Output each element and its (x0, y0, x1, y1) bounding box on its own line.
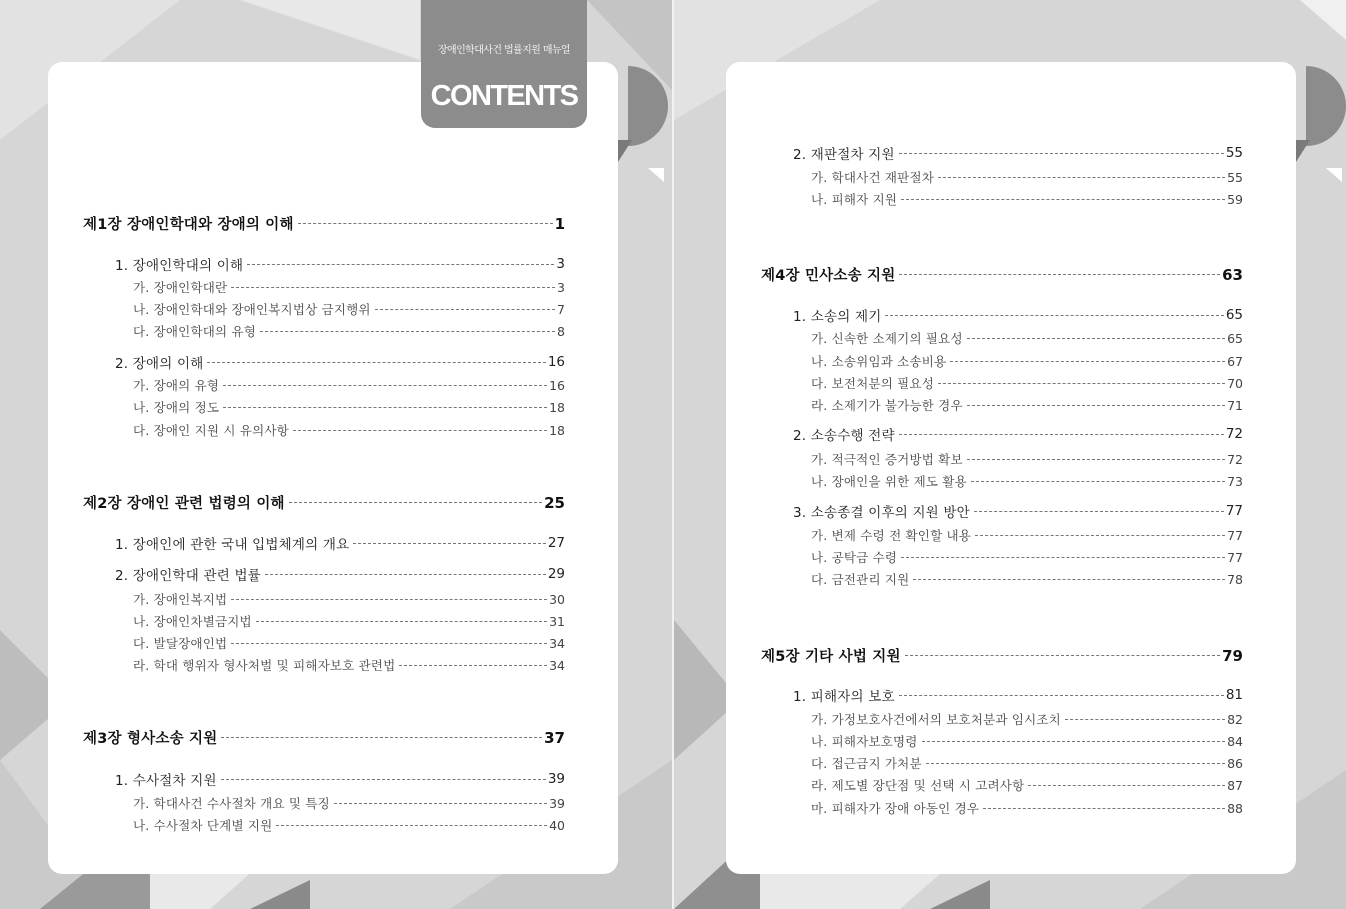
leader-dots (223, 385, 547, 386)
toc-item-row (811, 374, 1243, 392)
toc-item-row (133, 656, 565, 674)
leader-dots (399, 665, 547, 666)
leader-dots (938, 383, 1225, 384)
toc-page-number: 27 (547, 535, 565, 551)
leader-dots (926, 763, 1225, 764)
toc-page-number: 82 (1227, 711, 1243, 727)
toc-chapter-row (761, 645, 1243, 666)
leader-dots (922, 741, 1226, 742)
toc-item-row (133, 322, 565, 340)
toc-section-row (793, 424, 1243, 444)
toc-item-row (133, 421, 565, 439)
leader-dots (899, 695, 1224, 696)
toc-page-number: 3 (556, 256, 565, 272)
toc-page-number: 30 (549, 591, 565, 607)
toc-page-number: 63 (1222, 265, 1243, 284)
toc-page-number: 18 (549, 399, 565, 415)
toc-entry-label: 제5장 기타 사법 지원 (761, 649, 901, 665)
toc-item-row (811, 799, 1243, 817)
toc-section-row (793, 143, 1243, 163)
toc-item-row (811, 450, 1243, 468)
leader-dots (901, 199, 1225, 200)
leader-dots (231, 643, 547, 644)
toc-page-number: 55 (1225, 145, 1243, 161)
left-page (48, 62, 618, 874)
toc-page-number: 73 (1227, 473, 1243, 489)
toc-entry-label: 1. 소송의 제기 (793, 309, 882, 325)
leader-dots (974, 511, 1224, 512)
toc-section-row (115, 533, 565, 553)
toc-page-number: 77 (1227, 549, 1243, 565)
toc-page-number: 40 (549, 817, 565, 833)
toc-page-number: 65 (1225, 307, 1243, 323)
toc-entry-label: 2. 장애의 이해 (115, 356, 204, 372)
toc-entry-label: 1. 피해자의 보호 (793, 689, 895, 705)
leader-dots (293, 430, 547, 431)
leader-dots (265, 574, 546, 575)
toc-entry-label: 다. 보전처분의 필요성 (811, 376, 934, 391)
toc-chapter-row (83, 213, 565, 234)
toc-page-number: 79 (1222, 646, 1243, 665)
leader-dots (231, 599, 547, 600)
leader-dots (901, 557, 1225, 558)
leader-dots (950, 361, 1225, 362)
leader-dots (967, 405, 1225, 406)
toc-item-row (811, 710, 1243, 728)
toc-entry-label: 마. 피해자가 장애 아동인 경우 (811, 801, 980, 816)
toc-item-row (811, 329, 1243, 347)
toc-entry-label: 나. 수사절차 단계별 지원 (133, 818, 273, 833)
toc-page-number: 16 (549, 377, 565, 393)
toc-entry-label: 라. 학대 행위자 형사처벌 및 피해자보호 관련법 (133, 658, 396, 673)
leader-dots (885, 315, 1223, 316)
toc-entry-label: 라. 소제기가 불가능한 경우 (811, 398, 963, 413)
toc-page-number: 59 (1227, 191, 1243, 207)
toc-entry-label: 라. 제도별 장단점 및 선택 시 고려사항 (811, 778, 1025, 793)
toc-page-number: 86 (1227, 755, 1243, 771)
toc-page-number: 7 (557, 301, 565, 317)
toc-page-number: 67 (1227, 353, 1243, 369)
toc-section-row (115, 769, 565, 789)
toc-item-row (811, 190, 1243, 208)
toc-page-number: 55 (1227, 169, 1243, 185)
leader-dots (967, 459, 1225, 460)
toc-page-number: 1 (554, 214, 565, 233)
leader-dots (221, 779, 546, 780)
toc-entry-label: 나. 장애인학대와 장애인복지법상 금지행위 (133, 302, 371, 317)
toc-page-number: 18 (549, 422, 565, 438)
toc-entry-label: 가. 신속한 소제기의 필요성 (811, 331, 963, 346)
leader-dots (221, 737, 542, 738)
toc-entry-label: 1. 장애인학대의 이해 (115, 258, 244, 274)
leader-dots (223, 407, 547, 408)
toc-page-number: 8 (557, 323, 565, 339)
toc-chapter-row (761, 264, 1243, 285)
toc-item-row (133, 634, 565, 652)
toc-page-number: 77 (1227, 527, 1243, 543)
toc-page-number: 70 (1227, 375, 1243, 391)
leader-dots (256, 621, 547, 622)
toc-entry-label: 2. 장애인학대 관련 법률 (115, 568, 261, 584)
leader-dots (1065, 719, 1225, 720)
toc-item-row (811, 526, 1243, 544)
leader-dots (983, 808, 1225, 809)
toc-item-row (133, 278, 565, 296)
toc-entry-label: 나. 공탁금 수령 (811, 550, 898, 565)
toc-item-row (811, 732, 1243, 750)
toc-entry-label: 가. 장애인학대란 (133, 280, 228, 295)
toc-item-row (811, 472, 1243, 490)
right-page (726, 62, 1296, 874)
leader-dots (260, 331, 555, 332)
toc-page-number: 3 (557, 279, 565, 295)
toc-page-number: 34 (549, 657, 565, 673)
toc-entry-label: 1. 장애인에 관한 국내 입법체계의 개요 (115, 537, 350, 553)
toc-entry-label: 나. 장애의 정도 (133, 400, 220, 415)
toc-page-number: 88 (1227, 800, 1243, 816)
toc-section-row (793, 501, 1243, 521)
toc-entry-label: 2. 소송수행 전략 (793, 428, 895, 444)
toc-item-row (133, 590, 565, 608)
toc-entry-label: 다. 발달장애인법 (133, 636, 228, 651)
toc-entry-label: 제1장 장애인학대와 장애의 이해 (83, 217, 294, 233)
leader-dots (938, 177, 1225, 178)
toc-item-row (811, 352, 1243, 370)
toc-entry-label: 나. 장애인을 위한 제도 활용 (811, 474, 967, 489)
leader-dots (899, 434, 1224, 435)
leader-dots (334, 803, 547, 804)
toc-page-number: 29 (547, 566, 565, 582)
toc-entry-label: 2. 재판절차 지원 (793, 147, 895, 163)
leader-dots (967, 338, 1225, 339)
leader-dots (1028, 785, 1225, 786)
toc-entry-label: 다. 장애인 지원 시 유의사항 (133, 423, 289, 438)
toc-item-row (811, 396, 1243, 414)
toc-item-row (133, 794, 565, 812)
leader-dots (375, 309, 555, 310)
toc-page-number: 81 (1225, 687, 1243, 703)
toc-item-row (811, 570, 1243, 588)
toc-item-row (811, 754, 1243, 772)
toc-item-row (133, 398, 565, 416)
toc-item-row (133, 816, 565, 834)
toc-entry-label: 가. 장애의 유형 (133, 378, 220, 393)
toc-page-number: 84 (1227, 733, 1243, 749)
toc-entry-label: 다. 금전관리 지원 (811, 572, 910, 587)
toc-page-number: 37 (544, 728, 565, 747)
leader-dots (207, 362, 545, 363)
toc-entry-label: 다. 장애인학대의 유형 (133, 324, 256, 339)
leader-dots (975, 535, 1225, 536)
toc-section-row (115, 254, 565, 274)
toc-entry-label: 가. 장애인복지법 (133, 592, 228, 607)
manual-subtitle: 장애인학대사건 법률지원 매뉴얼 (438, 45, 570, 56)
leader-dots (353, 543, 545, 544)
toc-entry-label: 제4장 민사소송 지원 (761, 268, 896, 284)
toc-item-row (811, 548, 1243, 566)
toc-page-number: 34 (549, 635, 565, 651)
leader-dots (231, 287, 555, 288)
leader-dots (899, 153, 1224, 154)
toc-entry-label: 제3장 형사소송 지원 (83, 731, 218, 747)
toc-item-row (811, 776, 1243, 794)
leader-dots (289, 502, 542, 503)
page-gutter (672, 0, 674, 909)
toc-page-number: 65 (1227, 330, 1243, 346)
leader-dots (905, 655, 1220, 656)
leader-dots (899, 274, 1220, 275)
toc-page-number: 25 (544, 493, 565, 512)
toc-item-row (133, 300, 565, 318)
toc-section-row (115, 352, 565, 372)
toc-chapter-row (83, 492, 565, 513)
toc-item-row (133, 612, 565, 630)
toc-entry-label: 가. 학대사건 수사절차 개요 및 특징 (133, 796, 330, 811)
leader-dots (913, 579, 1225, 580)
toc-page-number: 71 (1227, 397, 1243, 413)
toc-item-row (133, 376, 565, 394)
toc-page-number: 72 (1227, 451, 1243, 467)
toc-page-number: 39 (549, 795, 565, 811)
toc-entry-label: 나. 피해자보호명령 (811, 734, 918, 749)
toc-page-number: 39 (547, 771, 565, 787)
toc-entry-label: 가. 변제 수령 전 확인할 내용 (811, 528, 972, 543)
toc-chapter-row (83, 727, 565, 748)
toc-section-row (115, 564, 565, 584)
toc-page-number: 31 (549, 613, 565, 629)
toc-entry-label: 나. 장애인차별금지법 (133, 614, 252, 629)
contents-title: CONTENTS (430, 80, 578, 112)
toc-page-number: 72 (1225, 426, 1243, 442)
leader-dots (247, 264, 554, 265)
toc-page-number: 77 (1225, 503, 1243, 519)
toc-page-number: 87 (1227, 777, 1243, 793)
leader-dots (971, 481, 1225, 482)
toc-item-row (811, 168, 1243, 186)
toc-entry-label: 3. 소송종결 이후의 지원 방안 (793, 505, 970, 521)
toc-entry-label: 나. 소송위임과 소송비용 (811, 354, 947, 369)
toc-section-row (793, 685, 1243, 705)
toc-section-row (793, 305, 1243, 325)
toc-page-number: 78 (1227, 571, 1243, 587)
leader-dots (298, 223, 553, 224)
contents-header-tab (421, 0, 587, 128)
toc-page-number: 16 (547, 354, 565, 370)
toc-entry-label: 가. 적극적인 증거방법 확보 (811, 452, 963, 467)
toc-entry-label: 나. 피해자 지원 (811, 192, 898, 207)
toc-entry-label: 다. 접근금지 가처분 (811, 756, 922, 771)
toc-entry-label: 가. 학대사건 재판절차 (811, 170, 934, 185)
toc-entry-label: 가. 가정보호사건에서의 보호처분과 임시조치 (811, 712, 1061, 727)
toc-entry-label: 1. 수사절차 지원 (115, 773, 217, 789)
leader-dots (276, 825, 547, 826)
toc-entry-label: 제2장 장애인 관련 법령의 이해 (83, 496, 285, 512)
